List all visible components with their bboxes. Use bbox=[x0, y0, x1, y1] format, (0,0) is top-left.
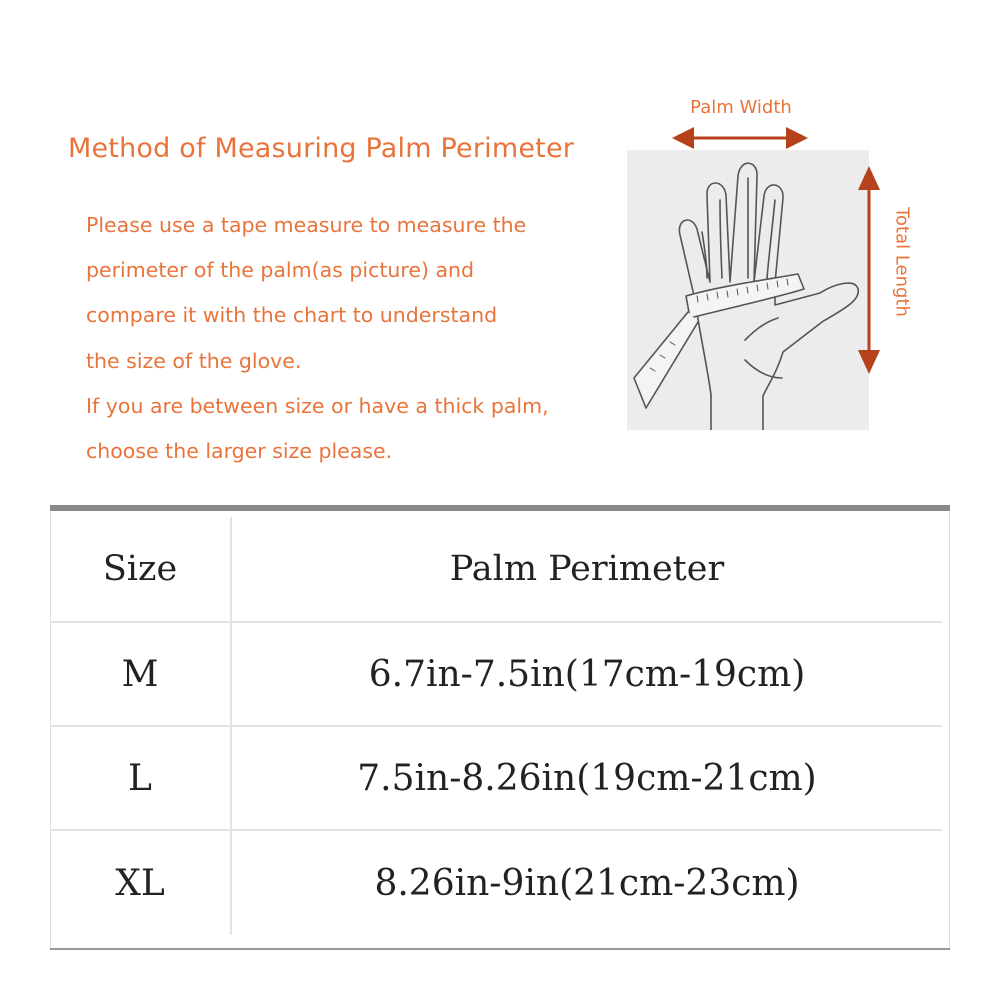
header-size: Size bbox=[50, 517, 231, 622]
instruction-line: compare it with the chart to understand bbox=[86, 303, 498, 328]
instruction-line: choose the larger size please. bbox=[86, 438, 393, 463]
size-chart bbox=[50, 505, 950, 950]
table-row bbox=[50, 622, 942, 726]
instruction-line: Please use a tape measure to measure the bbox=[86, 213, 527, 237]
header-palm-perimeter: Palm Perimeter bbox=[231, 517, 942, 622]
hand-icon bbox=[634, 163, 858, 430]
hand-illustration bbox=[0, 0, 1000, 480]
perimeter-cell: 7.5in-8.26in(19cm-21cm) bbox=[231, 726, 942, 830]
total-length-arrow-icon bbox=[858, 166, 880, 374]
size-cell: L bbox=[50, 726, 231, 830]
perimeter-cell: 8.26in-9in(21cm-23cm) bbox=[374, 862, 800, 904]
instruction-line: the size of the glove. bbox=[86, 348, 302, 373]
instruction-line: If you are between size or have a thick palm, bbox=[86, 393, 549, 418]
table-row bbox=[50, 726, 942, 830]
palm-width-label: Palm Width bbox=[690, 97, 792, 118]
total-length-label: Total Length bbox=[891, 207, 913, 317]
table-right-edge bbox=[949, 511, 950, 948]
hand-measurement-figure bbox=[0, 0, 1000, 480]
size-cell: M bbox=[50, 622, 231, 726]
perimeter-cell: 6.7in-7.5in(17cm-19cm) bbox=[231, 622, 942, 726]
table-header-row bbox=[50, 517, 942, 622]
table-row bbox=[50, 830, 942, 935]
size-table bbox=[50, 517, 942, 935]
page-title: Method of Measuring Palm Perimeter bbox=[68, 133, 575, 164]
palm-width-arrow-icon bbox=[672, 127, 808, 149]
instruction-line: perimeter of the palm(as picture) and bbox=[86, 258, 475, 283]
size-cell: XL bbox=[50, 830, 231, 935]
